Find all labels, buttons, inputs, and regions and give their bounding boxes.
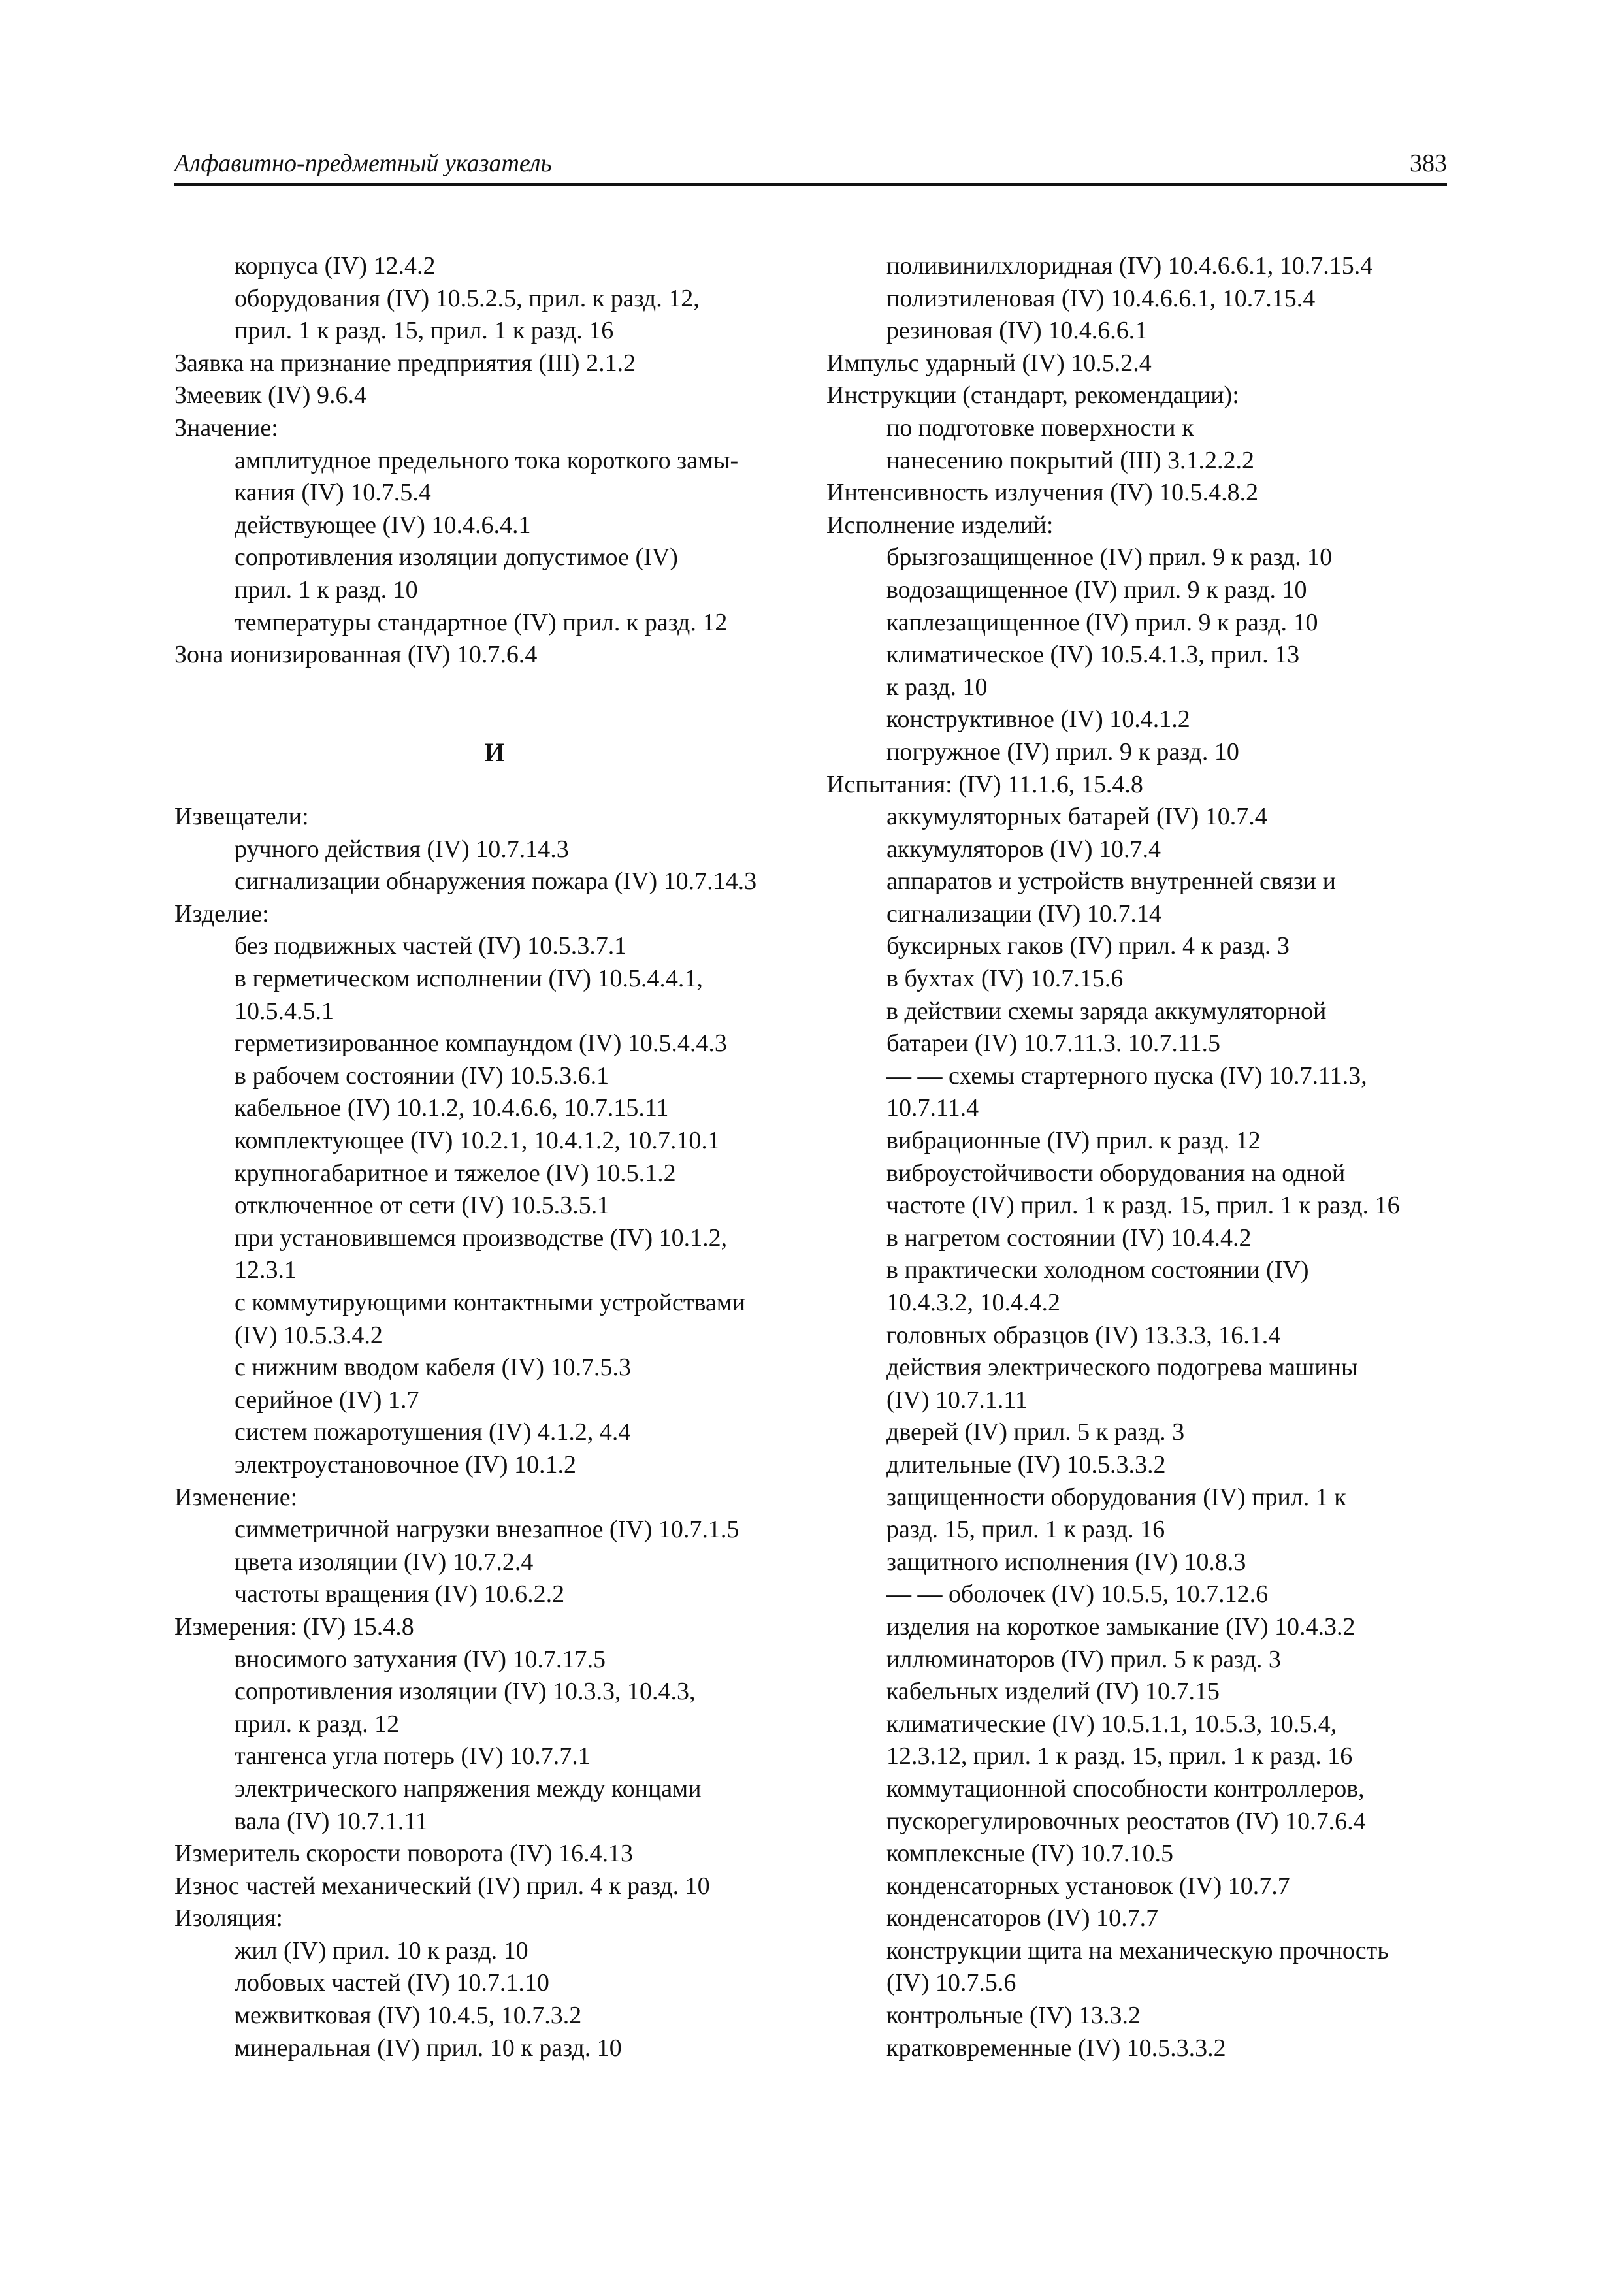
index-subentry: брызгозащищенное (IV) прил. 9 к разд. 10 bbox=[886, 544, 1333, 572]
index-subentry: аккумуляторных батарей (IV) 10.7.4 bbox=[886, 803, 1267, 831]
index-subentry: частоты вращения (IV) 10.6.2.2 bbox=[235, 1580, 565, 1608]
index-subentry: прил. к разд. 12 bbox=[235, 1710, 400, 1738]
index-subentry: полиэтиленовая (IV) 10.4.6.6.1, 10.7.15.4 bbox=[886, 284, 1316, 312]
index-entry: Интенсивность излучения (IV) 10.5.4.8.2 bbox=[826, 479, 1259, 507]
index-subentry: климатические (IV) 10.5.1.1, 10.5.3, 10.5.4, bbox=[886, 1710, 1337, 1738]
index-subentry: в практически холодном состоянии (IV) bbox=[886, 1256, 1309, 1284]
index-entry: Инструкции (стандарт, рекомендации): bbox=[826, 382, 1239, 410]
index-subentry: виброустойчивости оборудования на одной bbox=[886, 1159, 1346, 1187]
index-subentry: сигнализации (IV) 10.7.14 bbox=[886, 900, 1161, 928]
index-entry: Измерения: (IV) 15.4.8 bbox=[174, 1612, 414, 1640]
page-header bbox=[174, 145, 1447, 182]
index-entry: Износ частей механический (IV) прил. 4 к разд. 10 bbox=[174, 1872, 710, 1900]
spacer bbox=[174, 704, 802, 736]
section-letter: И bbox=[484, 737, 505, 767]
index-entry: Значение: bbox=[174, 414, 278, 442]
index-subentry: амплитудное предельного тока короткого замы- bbox=[235, 446, 739, 474]
index-subentry: комплектующее (IV) 10.2.1, 10.4.1.2, 10.7.10.1 bbox=[235, 1127, 720, 1155]
index-subentry: при установившемся производстве (IV) 10.1.2, bbox=[235, 1224, 728, 1252]
index-subentry: без подвижных частей (IV) 10.5.3.7.1 bbox=[235, 932, 627, 960]
index-subentry: межвитковая (IV) 10.4.5, 10.7.3.2 bbox=[235, 2002, 582, 2030]
index-subentry: изделия на короткое замыкание (IV) 10.4.3.2 bbox=[886, 1612, 1356, 1640]
index-subentry: минеральная (IV) прил. 10 к разд. 10 bbox=[235, 2034, 622, 2062]
index-subentry: (IV) 10.7.5.6 bbox=[886, 1969, 1016, 1997]
index-subentry: отключенное от сети (IV) 10.5.3.5.1 bbox=[235, 1192, 610, 1220]
index-subentry: коммутационной способности контроллеров, bbox=[886, 1774, 1365, 1802]
index-subentry: частоте (IV) прил. 1 к разд. 15, прил. 1 к разд. 16 bbox=[886, 1192, 1400, 1220]
index-subentry: вибрационные (IV) прил. к разд. 12 bbox=[886, 1127, 1261, 1155]
index-subentry: батареи (IV) 10.7.11.3. 10.7.11.5 bbox=[886, 1030, 1220, 1058]
index-subentry: жил (IV) прил. 10 к разд. 10 bbox=[235, 1936, 528, 1964]
index-subentry: цвета изоляции (IV) 10.7.2.4 bbox=[235, 1548, 534, 1576]
index-subentry: герметизированное компаундом (IV) 10.5.4.4.3 bbox=[235, 1030, 727, 1058]
index-entry: Измеритель скорости поворота (IV) 16.4.13 bbox=[174, 1840, 633, 1868]
index-subentry: — — оболочек (IV) 10.5.5, 10.7.12.6 bbox=[886, 1580, 1269, 1608]
index-subentry: кабельных изделий (IV) 10.7.15 bbox=[886, 1678, 1220, 1706]
index-subentry: в рабочем состоянии (IV) 10.5.3.6.1 bbox=[235, 1062, 609, 1090]
index-subentry: в нагретом состоянии (IV) 10.4.4.2 bbox=[886, 1224, 1252, 1252]
index-subentry: прил. 1 к разд. 15, прил. 1 к разд. 16 bbox=[235, 317, 614, 345]
running-title: Алфавитно-предметный указатель bbox=[174, 150, 552, 177]
index-subentry: в герметическом исполнении (IV) 10.5.4.4.1, bbox=[235, 965, 703, 993]
index-subentry: с нижним вводом кабеля (IV) 10.7.5.3 bbox=[235, 1354, 631, 1382]
index-subentry: конденсаторных установок (IV) 10.7.7 bbox=[886, 1872, 1290, 1900]
index-subentry: дверей (IV) прил. 5 к разд. 3 bbox=[886, 1418, 1185, 1446]
index-entry: Испытания: (IV) 11.1.6, 15.4.8 bbox=[826, 770, 1143, 798]
index-entry: Зона ионизированная (IV) 10.7.6.4 bbox=[174, 641, 538, 669]
index-subentry: систем пожаротушения (IV) 4.1.2, 4.4 bbox=[235, 1418, 631, 1446]
index-subentry: аккумуляторов (IV) 10.7.4 bbox=[886, 835, 1161, 863]
index-subentry: в бухтах (IV) 10.7.15.6 bbox=[886, 965, 1124, 993]
index-subentry: сопротивления изоляции допустимое (IV) bbox=[235, 544, 678, 572]
index-subentry: в действии схемы заряда аккумуляторной bbox=[886, 997, 1327, 1025]
index-subentry: климатическое (IV) 10.5.4.1.3, прил. 13 bbox=[886, 641, 1300, 669]
index-subentry: сигнализации обнаружения пожара (IV) 10.7.14.3 bbox=[235, 868, 757, 896]
index-subentry: тангенса угла потерь (IV) 10.7.7.1 bbox=[235, 1742, 591, 1770]
index-subentry: иллюминаторов (IV) прил. 5 к разд. 3 bbox=[886, 1645, 1281, 1673]
index-subentry: электроустановочное (IV) 10.1.2 bbox=[235, 1450, 577, 1478]
index-subentry: 10.5.4.5.1 bbox=[235, 997, 334, 1025]
index-subentry: поливинилхлоридная (IV) 10.4.6.6.1, 10.7.15.4 bbox=[886, 252, 1373, 280]
index-subentry: крупногабаритное и тяжелое (IV) 10.5.1.2 bbox=[235, 1159, 676, 1187]
index-subentry: 10.4.3.2, 10.4.4.2 bbox=[886, 1289, 1060, 1316]
index-subentry: (IV) 10.5.3.4.2 bbox=[235, 1321, 383, 1349]
index-subentry: защитного исполнения (IV) 10.8.3 bbox=[886, 1548, 1246, 1576]
header-rule bbox=[174, 183, 1447, 186]
index-subentry: нанесению покрытий (III) 3.1.2.2.2 bbox=[886, 446, 1254, 474]
index-subentry: вносимого затухания (IV) 10.7.17.5 bbox=[235, 1645, 606, 1673]
index-subentry: действия электрического подогрева машины bbox=[886, 1354, 1358, 1382]
index-subentry: 12.3.12, прил. 1 к разд. 15, прил. 1 к разд. 16 bbox=[886, 1742, 1353, 1770]
index-subentry: — — схемы стартерного пуска (IV) 10.7.11.3, bbox=[886, 1062, 1367, 1090]
index-column-left bbox=[174, 250, 802, 2064]
index-subentry: кратковременные (IV) 10.5.3.3.2 bbox=[886, 2034, 1226, 2062]
index-entry: Исполнение изделий: bbox=[826, 511, 1054, 539]
index-subentry: конструктивное (IV) 10.4.1.2 bbox=[886, 706, 1190, 734]
index-entry: Импульс ударный (IV) 10.5.2.4 bbox=[826, 349, 1152, 377]
index-subentry: вала (IV) 10.7.1.11 bbox=[235, 1807, 428, 1835]
spacer bbox=[174, 672, 802, 704]
index-subentry: сопротивления изоляции (IV) 10.3.3, 10.4.3, bbox=[235, 1678, 696, 1706]
index-subentry: 10.7.11.4 bbox=[886, 1094, 979, 1122]
index-subentry: корпуса (IV) 12.4.2 bbox=[235, 252, 436, 280]
index-subentry: защищенности оборудования (IV) прил. 1 к bbox=[886, 1483, 1346, 1511]
index-subentry: буксирных гаков (IV) прил. 4 к разд. 3 bbox=[886, 932, 1290, 960]
index-subentry: комплексные (IV) 10.7.10.5 bbox=[886, 1840, 1174, 1868]
index-entry: Изделие: bbox=[174, 900, 269, 928]
index-subentry: разд. 15, прил. 1 к разд. 16 bbox=[886, 1516, 1165, 1544]
index-subentry: аппаратов и устройств внутренней связи и bbox=[886, 868, 1336, 896]
index-subentry: водозащищенное (IV) прил. 9 к разд. 10 bbox=[886, 576, 1307, 604]
index-entry: Извещатели: bbox=[174, 803, 309, 831]
index-subentry: конденсаторов (IV) 10.7.7 bbox=[886, 1904, 1159, 1932]
index-subentry: по подготовке поверхности к bbox=[886, 414, 1194, 442]
index-subentry: погружное (IV) прил. 9 к разд. 10 bbox=[886, 738, 1239, 766]
index-subentry: оборудования (IV) 10.5.2.5, прил. к разд. 12, bbox=[235, 284, 700, 312]
index-subentry: кания (IV) 10.7.5.4 bbox=[235, 479, 431, 507]
index-subentry: температуры стандартное (IV) прил. к разд. 12 bbox=[235, 608, 728, 636]
index-entry: Заявка на признание предприятия (III) 2.1.2 bbox=[174, 349, 636, 377]
index-subentry: контрольные (IV) 13.3.2 bbox=[886, 2002, 1141, 2030]
index-subentry: резиновая (IV) 10.4.6.6.1 bbox=[886, 317, 1148, 345]
spacer bbox=[174, 769, 802, 802]
index-subentry: лобовых частей (IV) 10.7.1.10 bbox=[235, 1969, 549, 1997]
index-subentry: каплезащищенное (IV) прил. 9 к разд. 10 bbox=[886, 608, 1318, 636]
page-number: 383 bbox=[1410, 150, 1447, 177]
index-subentry: к разд. 10 bbox=[886, 673, 988, 701]
index-subentry: серийное (IV) 1.7 bbox=[235, 1386, 419, 1414]
index-subentry: 12.3.1 bbox=[235, 1256, 297, 1284]
index-subentry: прил. 1 к разд. 10 bbox=[235, 576, 418, 604]
index-subentry: головных образцов (IV) 13.3.3, 16.1.4 bbox=[886, 1321, 1281, 1349]
index-subentry: (IV) 10.7.1.11 bbox=[886, 1386, 1028, 1414]
index-column-right bbox=[826, 250, 1453, 2064]
index-entry: Змеевик (IV) 9.6.4 bbox=[174, 382, 366, 410]
index-subentry: пускорегулировочных реостатов (IV) 10.7.6.4 bbox=[886, 1807, 1366, 1835]
index-subentry: ручного действия (IV) 10.7.14.3 bbox=[235, 835, 569, 863]
index-entry: Изоляция: bbox=[174, 1904, 283, 1932]
index-entry: Изменение: bbox=[174, 1483, 298, 1511]
index-subentry: симметричной нагрузки внезапное (IV) 10.7.1.5 bbox=[235, 1516, 739, 1544]
index-subentry: действующее (IV) 10.4.6.4.1 bbox=[235, 511, 531, 539]
index-subentry: длительные (IV) 10.5.3.3.2 bbox=[886, 1450, 1166, 1478]
index-subentry: с коммутирующими контактными устройствами bbox=[235, 1289, 746, 1316]
index-subentry: кабельное (IV) 10.1.2, 10.4.6.6, 10.7.15.11 bbox=[235, 1094, 669, 1122]
index-subentry: электрического напряжения между концами bbox=[235, 1774, 702, 1802]
index-subentry: конструкции щита на механическую прочность bbox=[886, 1936, 1389, 1964]
